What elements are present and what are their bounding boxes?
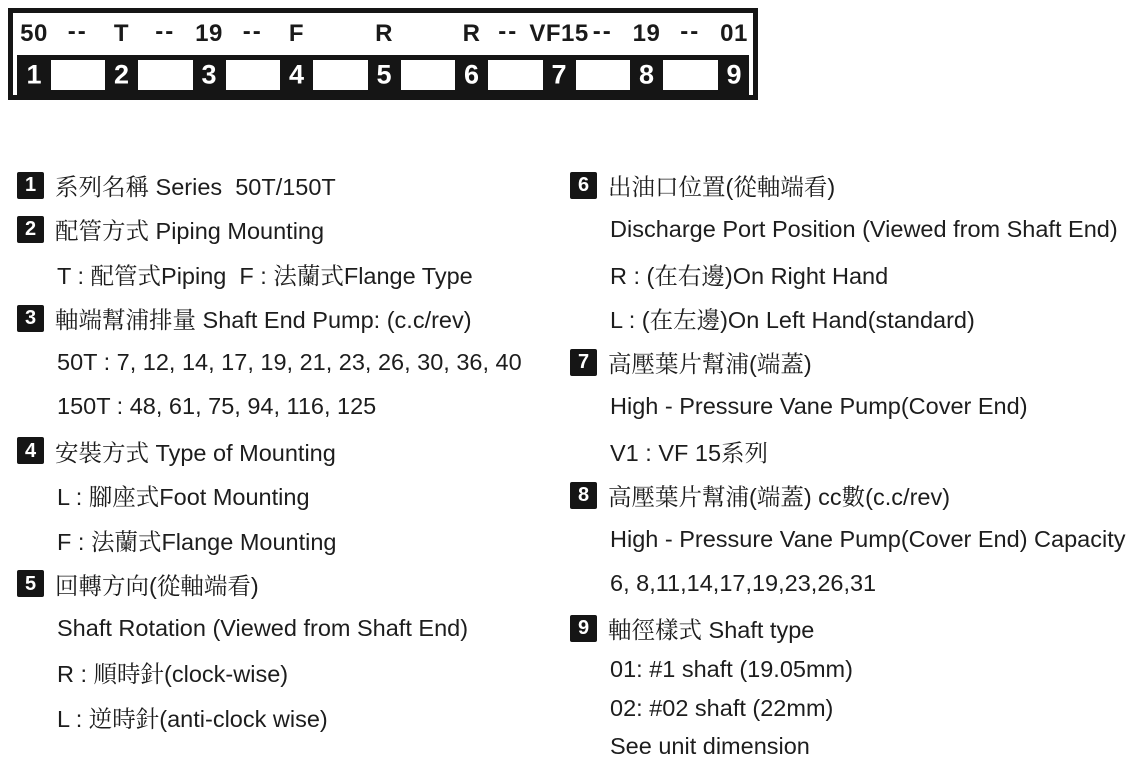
code-separator: -- <box>155 17 176 45</box>
legend-item-1-title <box>17 163 562 207</box>
legend-option-text: 02: #02 shaft (22mm) <box>610 694 834 721</box>
legend-item-9-option <box>570 689 1148 728</box>
position-number-9: 9 <box>726 59 742 90</box>
legend-title-text: 出油口位置(從軸端看) <box>608 174 836 201</box>
code-value-5: R <box>375 20 393 47</box>
legend-option-text: R : (在右邊)On Right Hand <box>610 262 889 289</box>
legend-item-5-title <box>17 562 562 606</box>
legend-option-text: 150T : 48, 61, 75, 94, 116, 125 <box>57 393 377 420</box>
legend-item-9-title <box>570 606 1148 650</box>
position-number-6: 6 <box>463 59 480 90</box>
legend-option-text: L : 腳座式Foot Mounting <box>57 484 310 511</box>
legend-option-text: F : 法蘭式Flange Mounting <box>57 528 337 555</box>
legend-option-text: L : (在左邊)On Left Hand(standard) <box>610 307 975 334</box>
legend-column-left <box>17 163 562 739</box>
position-number-5: 5 <box>376 59 392 90</box>
model-code-box <box>8 8 758 100</box>
legend-item-8-option <box>570 562 1148 606</box>
legend-option-text: High - Pressure Vane Pump(Cover End) <box>610 393 1028 420</box>
legend-item-4-option <box>17 517 562 561</box>
code-value-3: 19 <box>195 20 223 47</box>
position-number-7: 7 <box>551 59 567 90</box>
strip-gap <box>401 60 456 90</box>
code-separator: -- <box>242 17 263 45</box>
legend-title-text: 軸端幫浦排量 Shaft End Pump: (c.c/rev) <box>55 307 472 334</box>
legend-item-2-title <box>17 207 562 251</box>
code-separator: -- <box>498 17 519 45</box>
legend-item-8-title <box>570 473 1148 517</box>
legend-item-6-option <box>570 252 1148 296</box>
code-value-8: 19 <box>632 20 661 47</box>
code-value-1: 50 <box>20 20 48 47</box>
strip-gap <box>226 60 281 90</box>
strip-gap <box>488 60 543 90</box>
legend-item-6-option <box>570 207 1148 251</box>
strip-gap <box>663 60 718 90</box>
legend-option-text: 50T : 7, 12, 14, 17, 19, 21, 23, 26, 30, 36, 40 <box>57 348 522 375</box>
item-number-badge: 4 <box>17 437 44 464</box>
legend-title-text: 高壓葉片幫浦(端蓋) cc數(c.c/rev) <box>608 484 951 511</box>
legend-item-7-title <box>570 340 1148 384</box>
legend-item-3-option <box>17 384 562 428</box>
legend-item-7-option <box>570 384 1148 428</box>
code-separator: -- <box>592 17 613 45</box>
legend-note-text: See unit dimension <box>610 733 810 760</box>
model-code-row <box>13 13 753 55</box>
legend-item-4-option <box>17 473 562 517</box>
item-number-badge: 2 <box>17 216 44 243</box>
legend-option-text: R : 順時針(clock-wise) <box>57 661 289 688</box>
legend-item-6-option <box>570 296 1148 340</box>
legend-item-3-option <box>17 340 562 384</box>
legend-item-4-title <box>17 429 562 473</box>
code-separator: -- <box>680 17 701 45</box>
position-number-1: 1 <box>26 59 42 90</box>
item-number-badge: 8 <box>570 482 597 509</box>
position-number-3: 3 <box>201 59 217 90</box>
legend-column-right <box>570 163 1148 766</box>
legend-item-5-option <box>17 650 562 694</box>
legend-item-6-title <box>570 163 1148 207</box>
position-number-2: 2 <box>113 59 130 90</box>
strip-edge <box>13 55 17 95</box>
item-number-badge: 9 <box>570 615 597 642</box>
legend-item-5-option <box>17 695 562 739</box>
legend-option-text: V1 : VF 15系列 <box>610 439 769 466</box>
legend-option-text: 01: #1 shaft (19.05mm) <box>610 656 853 683</box>
legend-option-text: Discharge Port Position (Viewed from Shaft End) <box>610 215 1118 242</box>
item-number-badge: 1 <box>17 172 44 199</box>
legend-item-7-option <box>570 429 1148 473</box>
item-number-badge: 7 <box>570 349 597 376</box>
legend-option-text: High - Pressure Vane Pump(Cover End) Capacity <box>610 526 1126 553</box>
position-number-strip <box>13 55 753 95</box>
strip-gap <box>576 60 631 90</box>
legend-title-text: 配管方式 Piping Mounting <box>55 218 325 245</box>
legend-title-text: 回轉方向(從軸端看) <box>55 572 259 599</box>
legend-item-8-option <box>570 517 1148 561</box>
legend-item-9-option <box>570 650 1148 689</box>
item-number-badge: 3 <box>17 305 44 332</box>
strip-edge <box>749 55 753 95</box>
code-value-7: VF15 <box>529 20 589 47</box>
code-value-4: F <box>288 20 305 47</box>
legend-option-text: L : 逆時針(anti-clock wise) <box>57 705 328 732</box>
position-number-8: 8 <box>638 59 655 90</box>
legend-title-text: 系列名稱 Series 50T/150T <box>55 174 336 201</box>
code-separator: -- <box>67 17 88 45</box>
strip-gap <box>138 60 193 90</box>
position-number-4: 4 <box>288 59 305 90</box>
legend-title-text: 安裝方式 Type of Mounting <box>55 439 336 466</box>
legend-title-text: 高壓葉片幫浦(端蓋) <box>608 351 812 378</box>
legend-title-text: 軸徑樣式 Shaft type <box>608 617 815 644</box>
code-value-6: R <box>462 20 481 47</box>
legend-option-text: 6, 8,11,14,17,19,23,26,31 <box>610 570 877 597</box>
item-number-badge: 6 <box>570 172 597 199</box>
strip-gap <box>313 60 368 90</box>
legend-item-5-option <box>17 606 562 650</box>
item-number-badge: 5 <box>17 570 44 597</box>
strip-gap <box>51 60 106 90</box>
legend-item-2-option <box>17 252 562 296</box>
code-value-2: T <box>113 20 130 47</box>
code-value-9: 01 <box>720 20 748 47</box>
legend-option-text: Shaft Rotation (Viewed from Shaft End) <box>57 614 469 641</box>
legend-option-text: T : 配管式Piping F : 法蘭式Flange Type <box>57 262 473 289</box>
legend-item-3-title <box>17 296 562 340</box>
legend-item-9-note <box>570 727 1148 766</box>
